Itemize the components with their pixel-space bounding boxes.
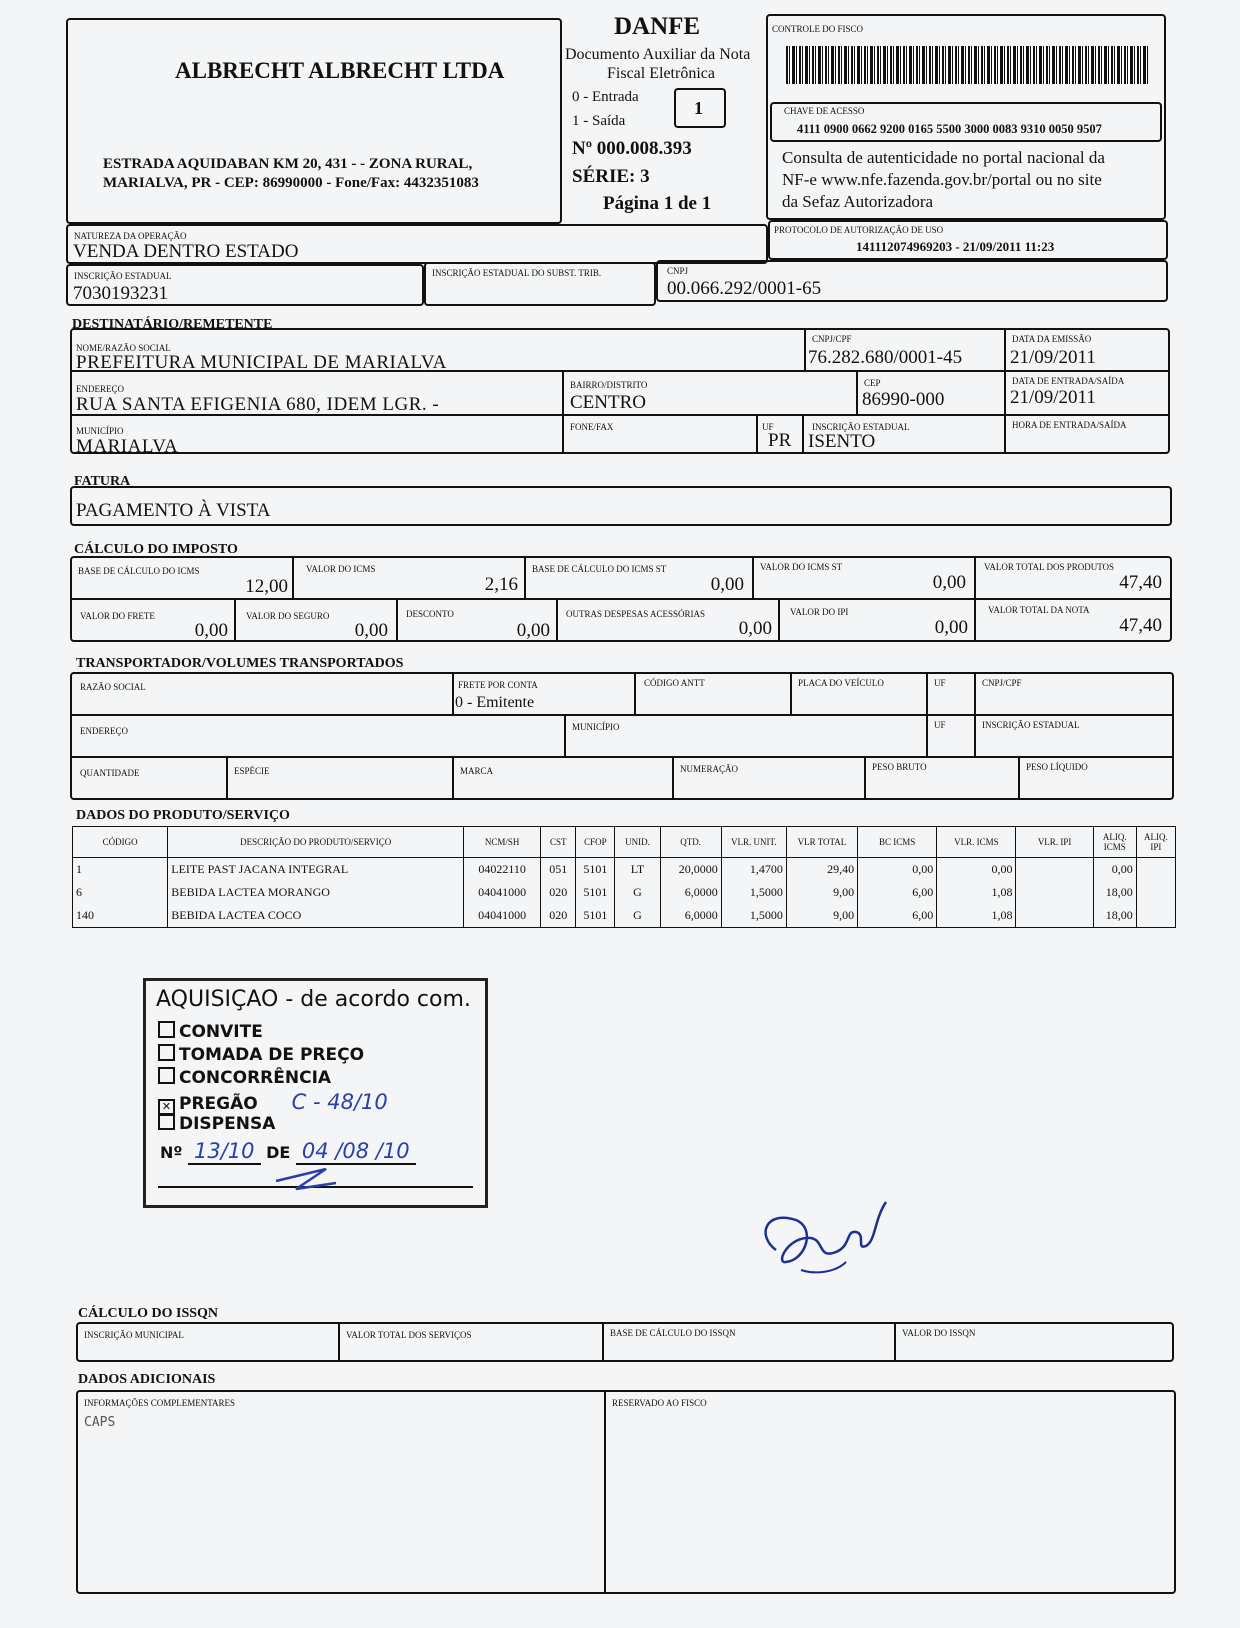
produtos-table — [72, 826, 1176, 928]
cell-vlr-ipi — [1016, 904, 1093, 928]
dest-vline-1 — [804, 328, 806, 370]
danfe-numero: Nº 000.008.393 — [572, 138, 692, 159]
ie-st-label: INSCRIÇÃO ESTADUAL DO SUBST. TRIB. — [432, 268, 602, 278]
seguro-value: 0,00 — [354, 620, 388, 641]
cell-unid: LT — [615, 858, 660, 882]
dest-municipio-label: MUNICÍPIO — [76, 426, 124, 436]
destinatario-section: DESTINATÁRIO/REMETENTE — [72, 317, 273, 332]
trans-quantidade-label: QUANTIDADE — [80, 768, 140, 778]
trans-v11 — [1018, 756, 1020, 800]
valor-st-label: VALOR DO ICMS ST — [760, 562, 843, 572]
cell-ncm: 04022110 — [464, 858, 541, 882]
frete-label: VALOR DO FRETE — [80, 611, 155, 621]
dest-endereco-label: ENDEREÇO — [76, 384, 124, 394]
adicionais-box — [76, 1390, 1176, 1594]
dest-entrada-label: DATA DE ENTRADA/SAÍDA — [1012, 376, 1125, 386]
total-prod-value: 47,40 — [1119, 572, 1162, 593]
col-aliq-ipi: ALIQ. IPI — [1136, 827, 1175, 858]
outras-label: OUTRAS DESPESAS ACESSÓRIAS — [566, 609, 706, 619]
cell-qtd: 6,0000 — [660, 904, 721, 928]
trans-v5 — [974, 672, 976, 756]
trans-v4 — [926, 672, 928, 756]
base-icms-label: BASE DE CÁLCULO DO ICMS — [78, 566, 200, 576]
trans-ie-label: INSCRIÇÃO ESTADUAL — [982, 720, 1080, 730]
cell-cfop: 5101 — [576, 904, 615, 928]
cnpj-emitente-label: CNPJ — [667, 266, 689, 276]
trans-h2 — [70, 756, 1174, 758]
col-descricao: DESCRIÇÃO DO PRODUTO/SERVIÇO — [168, 827, 464, 858]
imp-v4 — [974, 556, 976, 642]
trans-v10 — [864, 756, 866, 800]
checkbox-icon — [158, 1044, 175, 1061]
col-vlr-total: VLR TOTAL — [786, 827, 857, 858]
cell-cfop: 5101 — [576, 858, 615, 882]
issqn-valor-label: VALOR DO ISSQN — [902, 1328, 976, 1338]
frete-value: 0,00 — [194, 620, 228, 641]
col-aliq-icms: ALIQ. ICMS — [1093, 827, 1136, 858]
trans-cnpj-label: CNPJ/CPF — [982, 678, 1022, 688]
col-vlr-ipi: VLR. IPI — [1016, 827, 1093, 858]
emitente-endereco-2: MARIALVA, PR - CEP: 86990000 - Fone/Fax: 4432351083 — [103, 175, 479, 191]
trans-v6 — [564, 714, 566, 756]
checked-checkbox-icon: ✕ — [158, 1099, 175, 1116]
dest-ie-label: INSCRIÇÃO ESTADUAL — [812, 422, 910, 432]
stamp-dispensa — [158, 1113, 275, 1134]
danfe-subtitle-1: Documento Auxiliar da Nota — [565, 46, 751, 63]
col-vlr-unit: VLR. UNIT. — [721, 827, 786, 858]
cell-codigo: 1 — [73, 858, 168, 882]
dest-entrada: 21/09/2011 — [1010, 387, 1096, 408]
info-label: INFORMAÇÕES COMPLEMENTARES — [84, 1398, 236, 1408]
cell-vlr-ipi — [1016, 858, 1093, 882]
dest-vline-5 — [756, 414, 758, 454]
dest-municipio: MARIALVA — [76, 436, 179, 457]
produtos-section: DADOS DO PRODUTO/SERVIÇO — [76, 808, 290, 823]
cell-vlr-total: 29,40 — [786, 858, 857, 882]
dest-vline-4 — [856, 370, 858, 414]
dest-vline-2 — [1004, 328, 1006, 454]
col-vlr-icms: VLR. ICMS — [937, 827, 1016, 858]
imp-v1 — [292, 556, 294, 598]
imp-v3 — [752, 556, 754, 598]
imp-v7 — [556, 598, 558, 642]
cell-aliq-ipi — [1136, 881, 1175, 904]
cell-bc-icms: 0,00 — [858, 858, 937, 882]
cell-vlr-icms: 1,08 — [937, 904, 1016, 928]
danfe-title: DANFE — [614, 13, 701, 40]
controle-fisco-label: CONTROLE DO FISCO — [772, 24, 864, 34]
dest-endereco: RUA SANTA EFIGENIA 680, IDEM LGR. - — [76, 394, 440, 415]
stamp-title: AQUISIÇAO - de acordo com. — [156, 987, 471, 1012]
chave-label: CHAVE DE ACESSO — [784, 106, 865, 116]
ie-value: 7030193231 — [73, 283, 168, 304]
table-row — [73, 904, 1176, 928]
dest-emissao-label: DATA DA EMISSÃO — [1012, 334, 1092, 344]
cell-aliq-icms: 18,00 — [1093, 904, 1136, 928]
chave-acesso: 4111 0900 0662 9200 0165 5500 3000 0083 9310 0050 9507 — [797, 122, 1102, 136]
table-row — [73, 881, 1176, 904]
dest-cep-label: CEP — [864, 378, 881, 388]
trans-numeracao-label: NUMERAÇÃO — [680, 764, 739, 774]
imp-v2 — [524, 556, 526, 598]
issqn-v3 — [894, 1322, 896, 1362]
ipi-label: VALOR DO IPI — [790, 607, 849, 617]
issqn-servicos-label: VALOR TOTAL DOS SERVIÇOS — [346, 1330, 472, 1340]
danfe-saida: 1 - Saída — [572, 113, 626, 129]
cell-cst: 051 — [541, 858, 576, 882]
valor-icms-value: 2,16 — [484, 574, 518, 595]
cell-bc-icms: 6,00 — [858, 881, 937, 904]
stamp-pregao-label: PREGÃO — [179, 1094, 258, 1114]
stamp-concorrencia — [158, 1067, 331, 1088]
danfe-tipo: 1 — [694, 98, 703, 118]
barcode — [786, 46, 1148, 84]
consulta-3: da Sefaz Autorizadora — [782, 192, 934, 211]
trans-v2 — [634, 672, 636, 714]
cell-unid: G — [615, 881, 660, 904]
base-icms-value: 12,00 — [245, 576, 288, 597]
dest-nome-label: NOME/RAZÃO SOCIAL — [76, 343, 171, 353]
issqn-v1 — [338, 1322, 340, 1362]
col-bc-icms: BC ICMS — [858, 827, 937, 858]
col-qtd: QTD. — [660, 827, 721, 858]
cell-descricao: LEITE PAST JACANA INTEGRAL — [168, 858, 464, 882]
trans-v8 — [452, 756, 454, 800]
cell-vlr-unit: 1,5000 — [721, 881, 786, 904]
stamp-tomada-label: TOMADA DE PREÇO — [179, 1045, 365, 1065]
stamp-numero — [160, 1139, 416, 1163]
stamp-dispensa-label: DISPENSA — [179, 1114, 276, 1134]
stamp-signature-mark — [266, 1161, 346, 1201]
transporte-section: TRANSPORTADOR/VOLUMES TRANSPORTADOS — [76, 656, 404, 671]
trans-municipio-label: MUNICÍPIO — [572, 722, 620, 732]
trans-antt-label: CÓDIGO ANTT — [644, 678, 705, 688]
trans-v3 — [790, 672, 792, 714]
cell-unid: G — [615, 904, 660, 928]
cell-aliq-ipi — [1136, 904, 1175, 928]
adicionais-v1 — [604, 1390, 606, 1594]
cell-cfop: 5101 — [576, 881, 615, 904]
seguro-label: VALOR DO SEGURO — [246, 611, 330, 621]
natureza-value: VENDA DENTRO ESTADO — [73, 241, 299, 262]
fatura-texto: PAGAMENTO À VISTA — [76, 500, 271, 521]
total-nota-value: 47,40 — [1119, 615, 1162, 636]
emitente-nome: ALBRECHT ALBRECHT LTDA — [175, 58, 505, 83]
trans-placa-label: PLACA DO VEÍCULO — [798, 678, 884, 688]
stamp-data-handwriting: 04 /08 /10 — [296, 1139, 416, 1165]
stamp-tomada — [158, 1044, 364, 1065]
col-cst: CST — [541, 827, 576, 858]
cell-vlr-ipi — [1016, 881, 1093, 904]
trans-h1 — [70, 714, 1174, 716]
trans-uf2-label: UF — [934, 720, 946, 730]
imp-v5 — [234, 598, 236, 642]
cell-descricao: BEBIDA LACTEA COCO — [168, 904, 464, 928]
total-prod-label: VALOR TOTAL DOS PRODUTOS — [984, 562, 1115, 572]
dest-uf: PR — [768, 430, 792, 451]
dest-uf-label: UF — [762, 422, 774, 432]
base-st-value: 0,00 — [710, 574, 744, 595]
imp-v8 — [778, 598, 780, 642]
issqn-im-label: INSCRIÇÃO MUNICIPAL — [84, 1330, 184, 1340]
cell-ncm: 04041000 — [464, 904, 541, 928]
dest-bairro: CENTRO — [570, 392, 646, 413]
dest-bairro-label: BAIRRO/DISTRITO — [570, 380, 648, 390]
stamp-convite — [158, 1021, 263, 1042]
issqn-base-label: BASE DE CÁLCULO DO ISSQN — [610, 1328, 736, 1338]
cell-codigo: 6 — [73, 881, 168, 904]
cell-vlr-icms: 1,08 — [937, 881, 1016, 904]
reservado-label: RESERVADO AO FISCO — [612, 1398, 707, 1408]
cell-vlr-unit: 1,5000 — [721, 904, 786, 928]
stamp-no-handwriting: 13/10 — [188, 1139, 261, 1165]
outras-value: 0,00 — [738, 618, 772, 639]
info-value: CAPS — [84, 1415, 116, 1430]
trans-frete-value: 0 - Emitente — [455, 694, 535, 711]
cell-codigo: 140 — [73, 904, 168, 928]
total-nota-label: VALOR TOTAL DA NOTA — [988, 605, 1090, 615]
stamp-pregao-handwriting: C - 48/10 — [291, 1090, 388, 1114]
col-cfop: CFOP — [576, 827, 615, 858]
trans-uf-label: UF — [934, 678, 946, 688]
trans-marca-label: MARCA — [460, 766, 494, 776]
cell-ncm: 04041000 — [464, 881, 541, 904]
cnpj-emitente-value: 00.066.292/0001-65 — [667, 278, 822, 299]
dest-vline-6 — [802, 414, 804, 454]
dest-cnpj: 76.282.680/0001-45 — [808, 347, 963, 368]
valor-st-value: 0,00 — [932, 572, 966, 593]
checkbox-icon — [158, 1067, 175, 1084]
dest-emissao: 21/09/2011 — [1010, 347, 1096, 368]
cell-bc-icms: 6,00 — [858, 904, 937, 928]
cell-vlr-icms: 0,00 — [937, 858, 1016, 882]
signature — [756, 1180, 896, 1290]
dest-fone-label: FONE/FAX — [570, 422, 614, 432]
cell-vlr-total: 9,00 — [786, 904, 857, 928]
protocolo-label: PROTOCOLO DE AUTORIZAÇÃO DE USO — [774, 225, 944, 235]
desconto-value: 0,00 — [516, 620, 550, 641]
trans-peso-bruto-label: PESO BRUTO — [872, 762, 927, 772]
cell-cst: 020 — [541, 881, 576, 904]
cell-qtd: 20,0000 — [660, 858, 721, 882]
col-ncm: NCM/SH — [464, 827, 541, 858]
dest-cep: 86990-000 — [862, 389, 945, 410]
trans-endereco-label: ENDEREÇO — [80, 726, 128, 736]
aquisicao-stamp — [143, 978, 488, 1208]
issqn-section: CÁLCULO DO ISSQN — [78, 1306, 219, 1321]
checkbox-icon — [158, 1021, 175, 1038]
cell-aliq-ipi — [1136, 858, 1175, 882]
checkbox-icon — [158, 1113, 175, 1130]
cell-aliq-icms: 0,00 — [1093, 858, 1136, 882]
cell-vlr-total: 9,00 — [786, 881, 857, 904]
danfe-entrada: 0 - Entrada — [572, 89, 639, 105]
cell-aliq-icms: 18,00 — [1093, 881, 1136, 904]
dest-hora-label: HORA DE ENTRADA/SAÍDA — [1012, 420, 1127, 430]
natureza-label: NATUREZA DA OPERAÇÃO — [74, 231, 187, 241]
issqn-v2 — [602, 1322, 604, 1362]
valor-icms-label: VALOR DO ICMS — [306, 564, 376, 574]
base-st-label: BASE DE CÁLCULO DO ICMS ST — [532, 564, 667, 574]
col-unid: UNID. — [615, 827, 660, 858]
adicionais-section: DADOS ADICIONAIS — [78, 1372, 216, 1387]
transporte-box — [70, 672, 1174, 800]
imposto-section: CÁLCULO DO IMPOSTO — [74, 542, 238, 557]
ipi-value: 0,00 — [934, 617, 968, 638]
dest-nome: PREFEITURA MUNICIPAL DE MARIALVA — [76, 352, 447, 373]
trans-razao-label: RAZÃO SOCIAL — [80, 682, 146, 692]
cell-cst: 020 — [541, 904, 576, 928]
fatura-section: FATURA — [74, 474, 131, 489]
danfe-serie: SÉRIE: 3 — [572, 166, 650, 187]
col-codigo: CÓDIGO — [73, 827, 168, 858]
produtos-header-row — [73, 827, 1176, 858]
trans-especie-label: ESPÉCIE — [234, 766, 270, 776]
stamp-convite-label: CONVITE — [179, 1022, 263, 1042]
emitente-endereco-1: ESTRADA AQUIDABAN KM 20, 431 - - ZONA RURAL, — [103, 156, 473, 172]
danfe-pagina: Página 1 de 1 — [603, 193, 712, 214]
danfe-subtitle-2: Fiscal Eletrônica — [607, 65, 715, 82]
stamp-no-label: Nº — [160, 1143, 183, 1162]
trans-v7 — [226, 756, 228, 800]
desconto-label: DESCONTO — [406, 609, 454, 619]
dest-ie: ISENTO — [808, 431, 876, 452]
trans-v9 — [672, 756, 674, 800]
trans-frete-label: FRETE POR CONTA — [458, 680, 538, 690]
imp-v6 — [396, 598, 398, 642]
consulta-2: NF-e www.nfe.fazenda.gov.br/portal ou no site — [782, 170, 1102, 189]
trans-v1 — [452, 672, 454, 714]
table-row — [73, 858, 1176, 882]
stamp-de-label: DE — [266, 1143, 291, 1162]
protocolo-value: 141112074969203 - 21/09/2011 11:23 — [856, 239, 1055, 254]
trans-peso-liquido-label: PESO LÍQUIDO — [1026, 762, 1088, 772]
cell-qtd: 6,0000 — [660, 881, 721, 904]
cell-descricao: BEBIDA LACTEA MORANGO — [168, 881, 464, 904]
stamp-concorrencia-label: CONCORRÊNCIA — [179, 1068, 332, 1088]
consulta-1: Consulta de autenticidade no portal nacional da — [782, 148, 1105, 167]
dest-cnpj-label: CNPJ/CPF — [812, 334, 852, 344]
cell-vlr-unit: 1,4700 — [721, 858, 786, 882]
ie-label: INSCRIÇÃO ESTADUAL — [74, 271, 172, 281]
dest-vline-3 — [562, 370, 564, 454]
